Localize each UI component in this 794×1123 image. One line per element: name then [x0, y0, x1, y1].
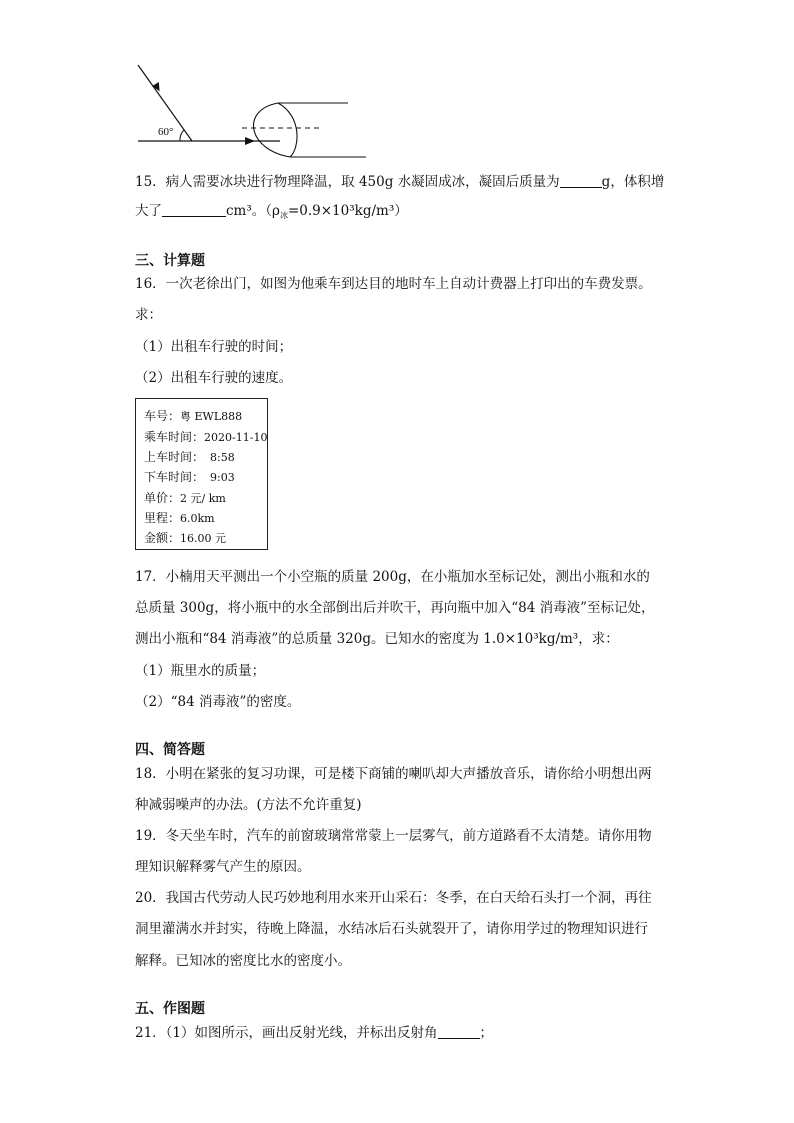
receipt-row: 上车时间： 8:58: [144, 450, 235, 464]
receipt-row: 车号：粤 EWL888: [144, 409, 243, 423]
q18-line2: 种减弱噪声的办法。(方法不允许重复): [135, 797, 362, 813]
q16-sub1: （1）出租车行驶的时间；: [135, 339, 293, 355]
cylinder-right-curve: [278, 103, 297, 157]
angle-label: 60°: [158, 126, 174, 138]
q19-line2: 理知识解释雾气产生的原因。: [135, 859, 311, 875]
cylinder-left-edge: [254, 103, 290, 157]
q15-blank-volume[interactable]: [162, 202, 226, 217]
receipt-row: 单价：2 元/ km: [144, 491, 226, 505]
surface-arrow-icon: [245, 137, 255, 145]
q17-sub1: （1）瓶里水的质量；: [135, 663, 266, 679]
q20-line1: 20．我国古代劳动人民巧妙地利用水来开山采石：冬季，在白天给石头打一个洞，再往: [135, 890, 652, 906]
q17-line1: 17．小楠用天平测出一个小空瓶的质量 200g，在小瓶加水至标记处，测出小瓶和水的: [135, 569, 650, 585]
q18-line1: 18．小明在紧张的复习功课，可是楼下商铺的喇叭却大声播放音乐，请你给小明想出两: [135, 766, 652, 782]
q16-line2: 求：: [135, 307, 162, 323]
section4-title: 四、简答题: [135, 742, 205, 758]
q17-line3: 测出小瓶和“84 消毒液”的总质量 320g。已知水的密度为 1.0×10³kg/m³，求：: [135, 631, 619, 647]
receipt-row: 乘车时间：2020-11-10: [144, 430, 268, 444]
q15-line2: 大了 cm³。$(\rho_冰=0.9\times 10^3kg/m^3)$: [135, 203, 408, 220]
q16-line1: 16．一次老徐出门，如图为他乘车到达目的地时车上自动计费器上打印出的车费发票。: [135, 276, 652, 292]
section3-title: 三、计算题: [135, 253, 205, 269]
angle-arc: [180, 130, 184, 141]
q16-sub2: （2）出租车行驶的速度。: [135, 370, 293, 386]
q15-line1: 15．病人需要冰块进行物理降温，取 450g 水凝固成冰，凝固后质量为 g，体积增: [135, 174, 665, 190]
q21-line1: 21．（1）如图所示，画出反射光线，并标出反射角 ；: [135, 1025, 494, 1041]
q17-sub2: （2）“84 消毒液”的密度。: [135, 694, 301, 710]
taxi-receipt: [135, 398, 268, 550]
q17-line2: 总质量 300g，将小瓶中的水全部倒出后并吹干，再向瓶中加入“84 消毒液”至标记处，: [135, 600, 655, 616]
receipt-row: 里程：6.0km: [144, 511, 215, 525]
q19-line1: 19．冬天坐车时，汽车的前窗玻璃常常蒙上一层雾气，前方道路看不太清楚。请你用物: [135, 828, 652, 844]
receipt-row: 金额：16.00 元: [144, 531, 227, 545]
section5-title: 五、作图题: [135, 1001, 205, 1017]
q21-blank-reflection-angle[interactable]: [438, 1024, 480, 1039]
q15-blank-mass[interactable]: [560, 173, 602, 188]
optics-figure: [130, 58, 370, 164]
q20-line2: 洞里灌满水并封实，待晚上降温，水结冰后石头就裂开了，请你用学过的物理知识进行: [135, 921, 648, 937]
q20-line3: 解释。已知冰的密度比水的密度小。: [135, 953, 351, 969]
receipt-row: 下车时间： 9:03: [144, 470, 235, 484]
